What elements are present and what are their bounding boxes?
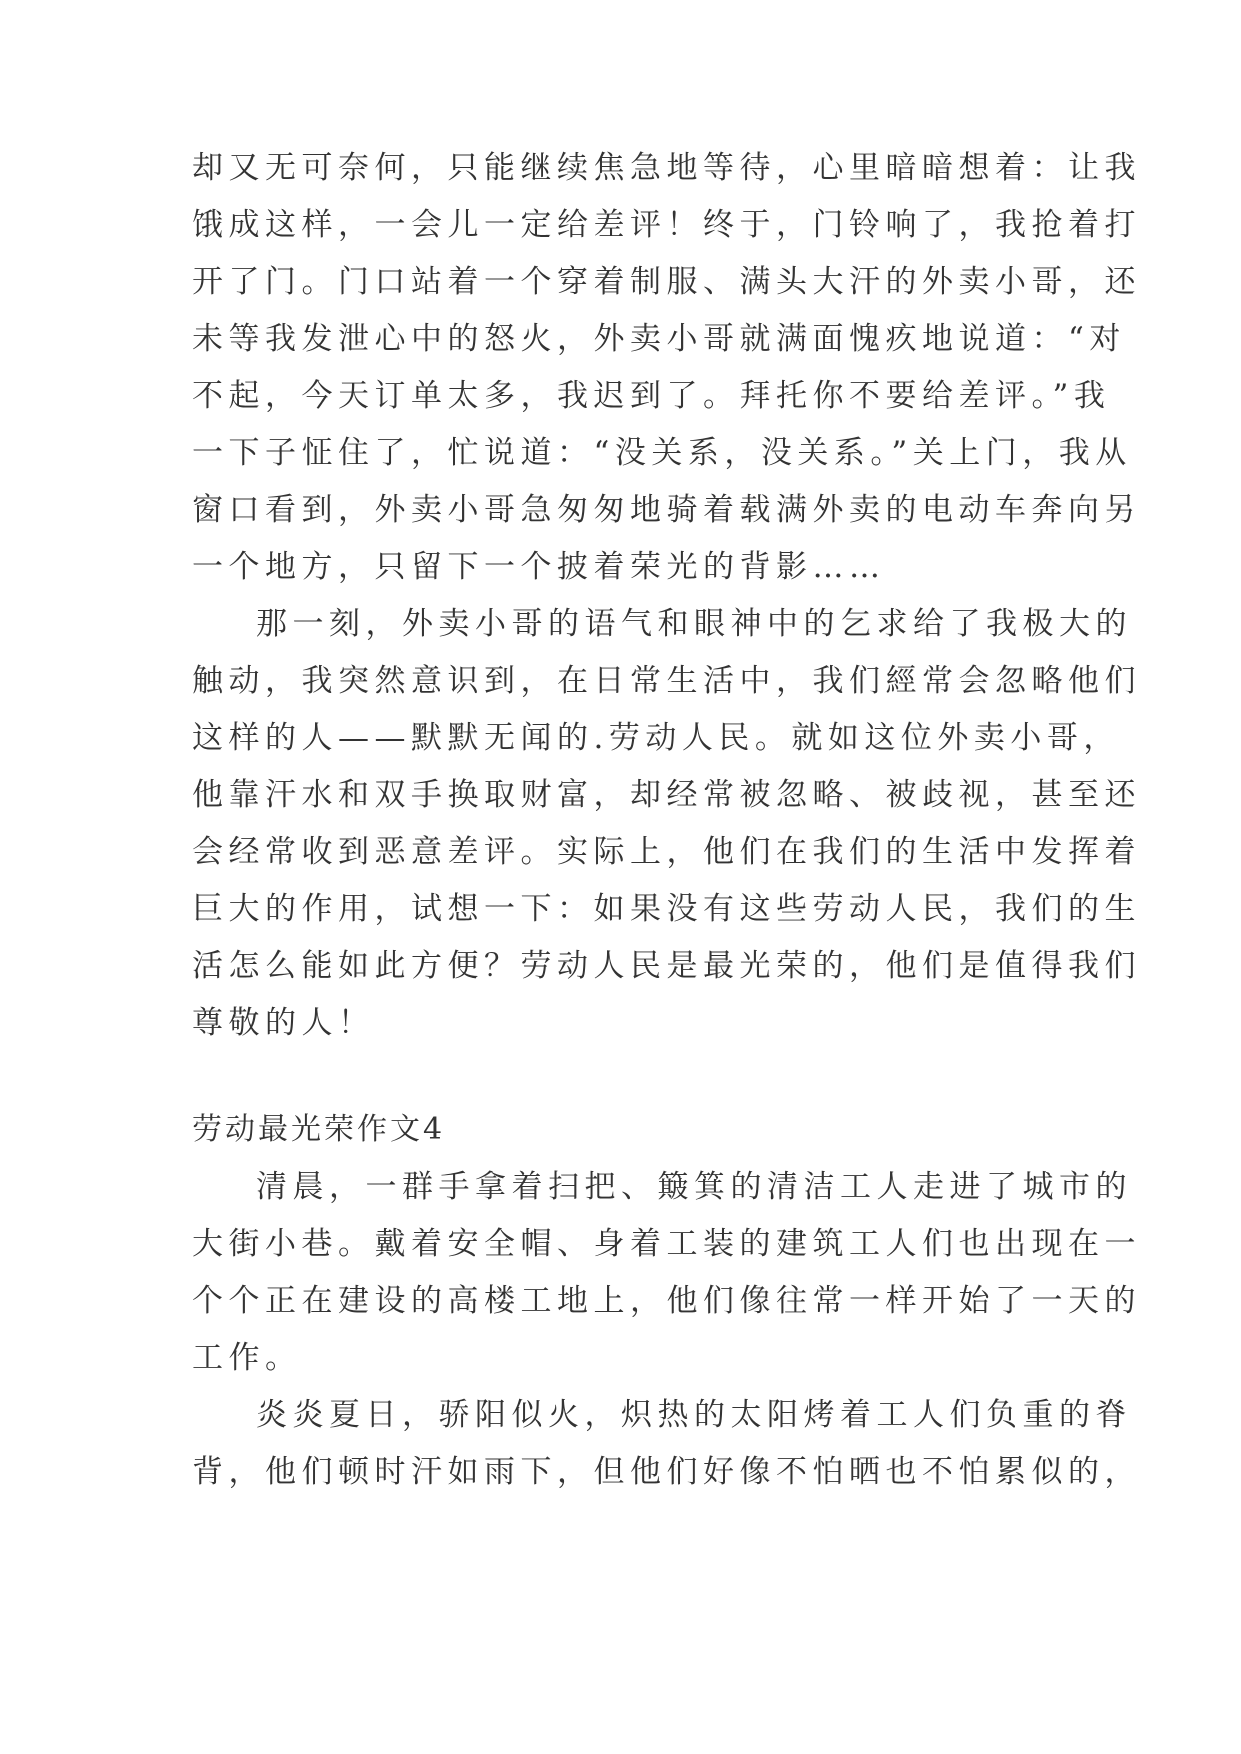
paragraph-line: 开了门。门口站着一个穿着制服、满头大汗的外卖小哥，还 (192, 264, 1141, 300)
paragraph-line: 个个正在建设的高楼工地上，他们像往常一样开始了一天的 (192, 1283, 1141, 1319)
paragraph-line: 这样的人——默默无闻的.劳动人民。就如这位外卖小哥， (192, 720, 1120, 756)
section-heading: 劳动最光荣作文4 (192, 1112, 446, 1147)
paragraph-line: 尊敬的人！ (192, 1005, 375, 1041)
paragraph-first-line: 清晨，一群手拿着扫把、簸箕的清洁工人走进了城市的 (256, 1169, 1132, 1205)
paragraph-line: 却又无可奈何，只能继续焦急地等待，心里暗暗想着：让我 (192, 150, 1141, 186)
paragraph-line: 工作。 (192, 1340, 302, 1376)
paragraph-line: 未等我发泄心中的怒火，外卖小哥就满面愧疚地说道：“对 (192, 321, 1126, 357)
paragraph-line: 一个地方，只留下一个披着荣光的背影…… (192, 549, 886, 585)
paragraph-line: 饿成这样，一会儿一定给差评！终于，门铃响了，我抢着打 (192, 207, 1141, 243)
paragraph-line: 会经常收到恶意差评。实际上，他们在我们的生活中发挥着 (192, 834, 1141, 870)
paragraph-line: 背，他们顿时汗如雨下，但他们好像不怕晒也不怕累似的， (192, 1454, 1141, 1490)
paragraph-first-line: 炎炎夏日，骄阳似火，炽热的太阳烤着工人们负重的脊 (256, 1397, 1132, 1433)
paragraph-line: 巨大的作用，试想一下：如果没有这些劳动人民，我们的生 (192, 891, 1141, 927)
paragraph-line: 窗口看到，外卖小哥急匆匆地骑着载满外卖的电动车奔向另 (192, 492, 1141, 528)
paragraph-line: 触动，我突然意识到，在日常生活中，我们經常会忽略他们 (192, 663, 1141, 699)
paragraph-line: 不起，今天订单太多，我迟到了。拜托你不要给差评。”我 (192, 378, 1111, 414)
paragraph-line: 一下子怔住了，忙说道：“没关系，没关系。”关上门，我从 (192, 435, 1132, 471)
paragraph-line: 大街小巷。戴着安全帽、身着工装的建筑工人们也出现在一 (192, 1226, 1141, 1262)
paragraph-line: 他靠汗水和双手换取财富，却经常被忽略、被歧视，甚至还 (192, 777, 1141, 813)
paragraph-line: 活怎么能如此方便？劳动人民是最光荣的，他们是值得我们 (192, 948, 1141, 984)
paragraph-first-line: 那一刻，外卖小哥的语气和眼神中的乞求给了我极大的 (256, 606, 1132, 642)
